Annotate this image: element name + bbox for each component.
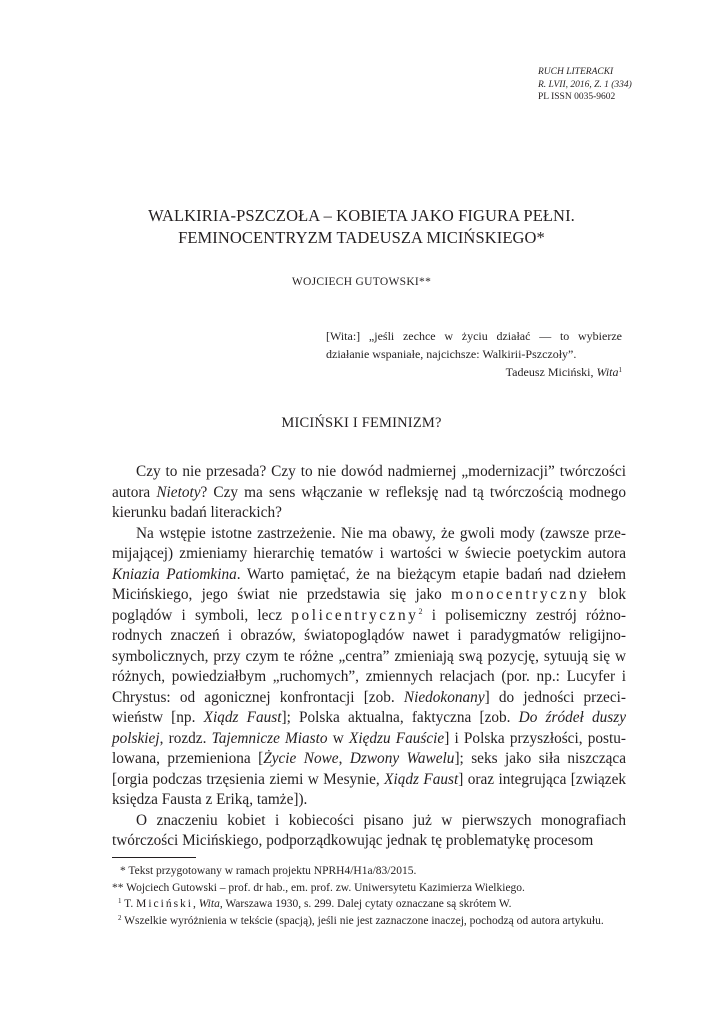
section-heading: MICIŃSKI I FEMINIZM?	[281, 415, 442, 431]
italic-title: Wita	[198, 898, 220, 910]
text-run: w	[327, 729, 349, 747]
journal-header	[538, 66, 708, 104]
article-title	[0, 205, 723, 249]
italic-title: Nietoty	[156, 483, 201, 501]
author-name: WOJCIECH GUTOWSKI**	[291, 276, 432, 288]
text-run: ] i Polska przyszłości, postulowana, przemieniona [	[112, 729, 626, 767]
footnote-ref-2: 2	[418, 606, 423, 616]
paragraph-1	[112, 462, 626, 524]
italic-title: Xiądz Faust	[203, 709, 282, 726]
epigraph-author: Tadeusz Miciński,	[505, 365, 597, 379]
text-run: Na wstępie istotne zastrzeżenie. Nie ma obawy, że gwoli mody (zawsze przemijającej) zmieniamy hierarchię tematów i wartości w świecie poetyckim autora	[112, 524, 626, 562]
title-line-1: WALKIRIA-PSZCZOŁA – KOBIETA JAKO FIGURA PEŁNI.	[148, 206, 575, 225]
text-run: T.	[121, 898, 137, 910]
footnote-star: * Tekst przygotowany w ramach projektu NPRH4/H1a/83/2015.	[120, 865, 417, 877]
journal-volume: R. LVII, 2016, Z. 1 (334)	[538, 79, 632, 90]
text-run: blok poglądów i symboli, lecz	[112, 586, 626, 624]
footnote-2	[112, 913, 626, 930]
text-run: ? Czy ma sens włączanie w refleksję nad tą twórczością modnego kierunku badań literackich?	[112, 483, 626, 521]
italic-title: Do źródeł duszy polskiej	[112, 709, 626, 747]
italic-title: Xiądz Faust	[384, 770, 459, 788]
footnote-ref-1: 1	[618, 366, 622, 374]
footnote-double-star: ** Wojciech Gutowski – prof. dr hab., em. prof. zw. Uniwersytetu Kazimierza Wielkiego.	[112, 881, 525, 894]
italic-title: Życie Nowe	[263, 750, 339, 767]
footnote-number: 1	[118, 897, 122, 905]
spaced-emphasis: monocentryczny	[451, 586, 590, 603]
text-run: , rozdz.	[159, 729, 212, 747]
text-run: i polisemiczny zestrój różnorodnych znaczeń i obrazów, światopoglądów nawet i paradygmatów religijno-symbolicznych, przy czym te różne „centra” zmieniają swą pozycję, sytuują się w różnych, powiedziałbym „ruchomych”, zmiennych relacjach (por. np.: Lucyfer i Chrystus: od agonicznej konfrontacji [zob.	[112, 606, 626, 706]
paragraph-2	[112, 524, 626, 811]
text-run: ]; seks jako siła niszcząca [orgia podczas trzęsienia ziemi w Mesynie,	[112, 750, 626, 788]
epigraph-attribution	[326, 363, 622, 381]
italic-title: Dzwony Wawelu	[349, 750, 455, 767]
body-text	[112, 462, 626, 852]
italic-title: Niedokonany	[403, 688, 485, 706]
text-run: ,	[192, 898, 199, 910]
journal-name: RUCH LITERACKI	[538, 67, 614, 77]
footnote-separator	[112, 857, 196, 858]
journal-issn: PL ISSN 0035-9602	[538, 92, 616, 102]
footnote-1	[112, 896, 626, 913]
spaced-emphasis: policentryczny	[291, 606, 419, 624]
paragraph-3: O znaczeniu kobiet i kobiecości pisano już w pierwszych monografiach twórczości Micińskiego, podporządkowując jednak tę problematykę procesom	[112, 811, 626, 849]
title-line-2: FEMINOCENTRYZM TADEUSZA MICIŃSKIEGO*	[178, 228, 545, 247]
italic-title: Tajemnicze Miasto	[211, 729, 328, 747]
text-run: ] oraz integrująca [związek księdza Fausta z Eriką, tamże]).	[112, 770, 627, 808]
footnote-number: 2	[118, 913, 122, 922]
epigraph-text: [Wita:] „jeśli zechce w życiu działać — to wybierze działanie wspaniałe, najcichsze: Walkirii-Pszczoły”.	[326, 329, 622, 361]
text-run: , Warszawa 1930, s. 299. Dalej cytaty oznaczane są skrótem W.	[219, 898, 512, 910]
epigraph-work: Wita	[596, 365, 619, 379]
text-run: Wszelkie wyróżnienia w tekście (spacją), jeśli nie jest zaznaczone inaczej, pochodzą od autora artykułu.	[121, 914, 604, 927]
text-run: . Warto pamiętać, że na bieżącym etapie badań nad dziełem Micińskiego, jego świat nie przedstawia się jako	[112, 565, 627, 603]
italic-title: Xiędzu Fauście	[348, 729, 445, 747]
text-run: Czy to nie przesada? Czy to nie dowód nadmiernej „modernizacji” twórczości autora	[112, 463, 626, 501]
footnotes	[112, 863, 626, 929]
text-run: ] do jedności przeciwieństw [np.	[112, 688, 626, 726]
epigraph	[326, 327, 622, 381]
italic-title: Kniazia Patiomkina	[112, 565, 237, 583]
text-run: ]; Polska aktualna, faktyczna [zob.	[281, 709, 519, 726]
text-run: ,	[338, 750, 350, 767]
spaced-emphasis: Miciński	[136, 898, 193, 910]
